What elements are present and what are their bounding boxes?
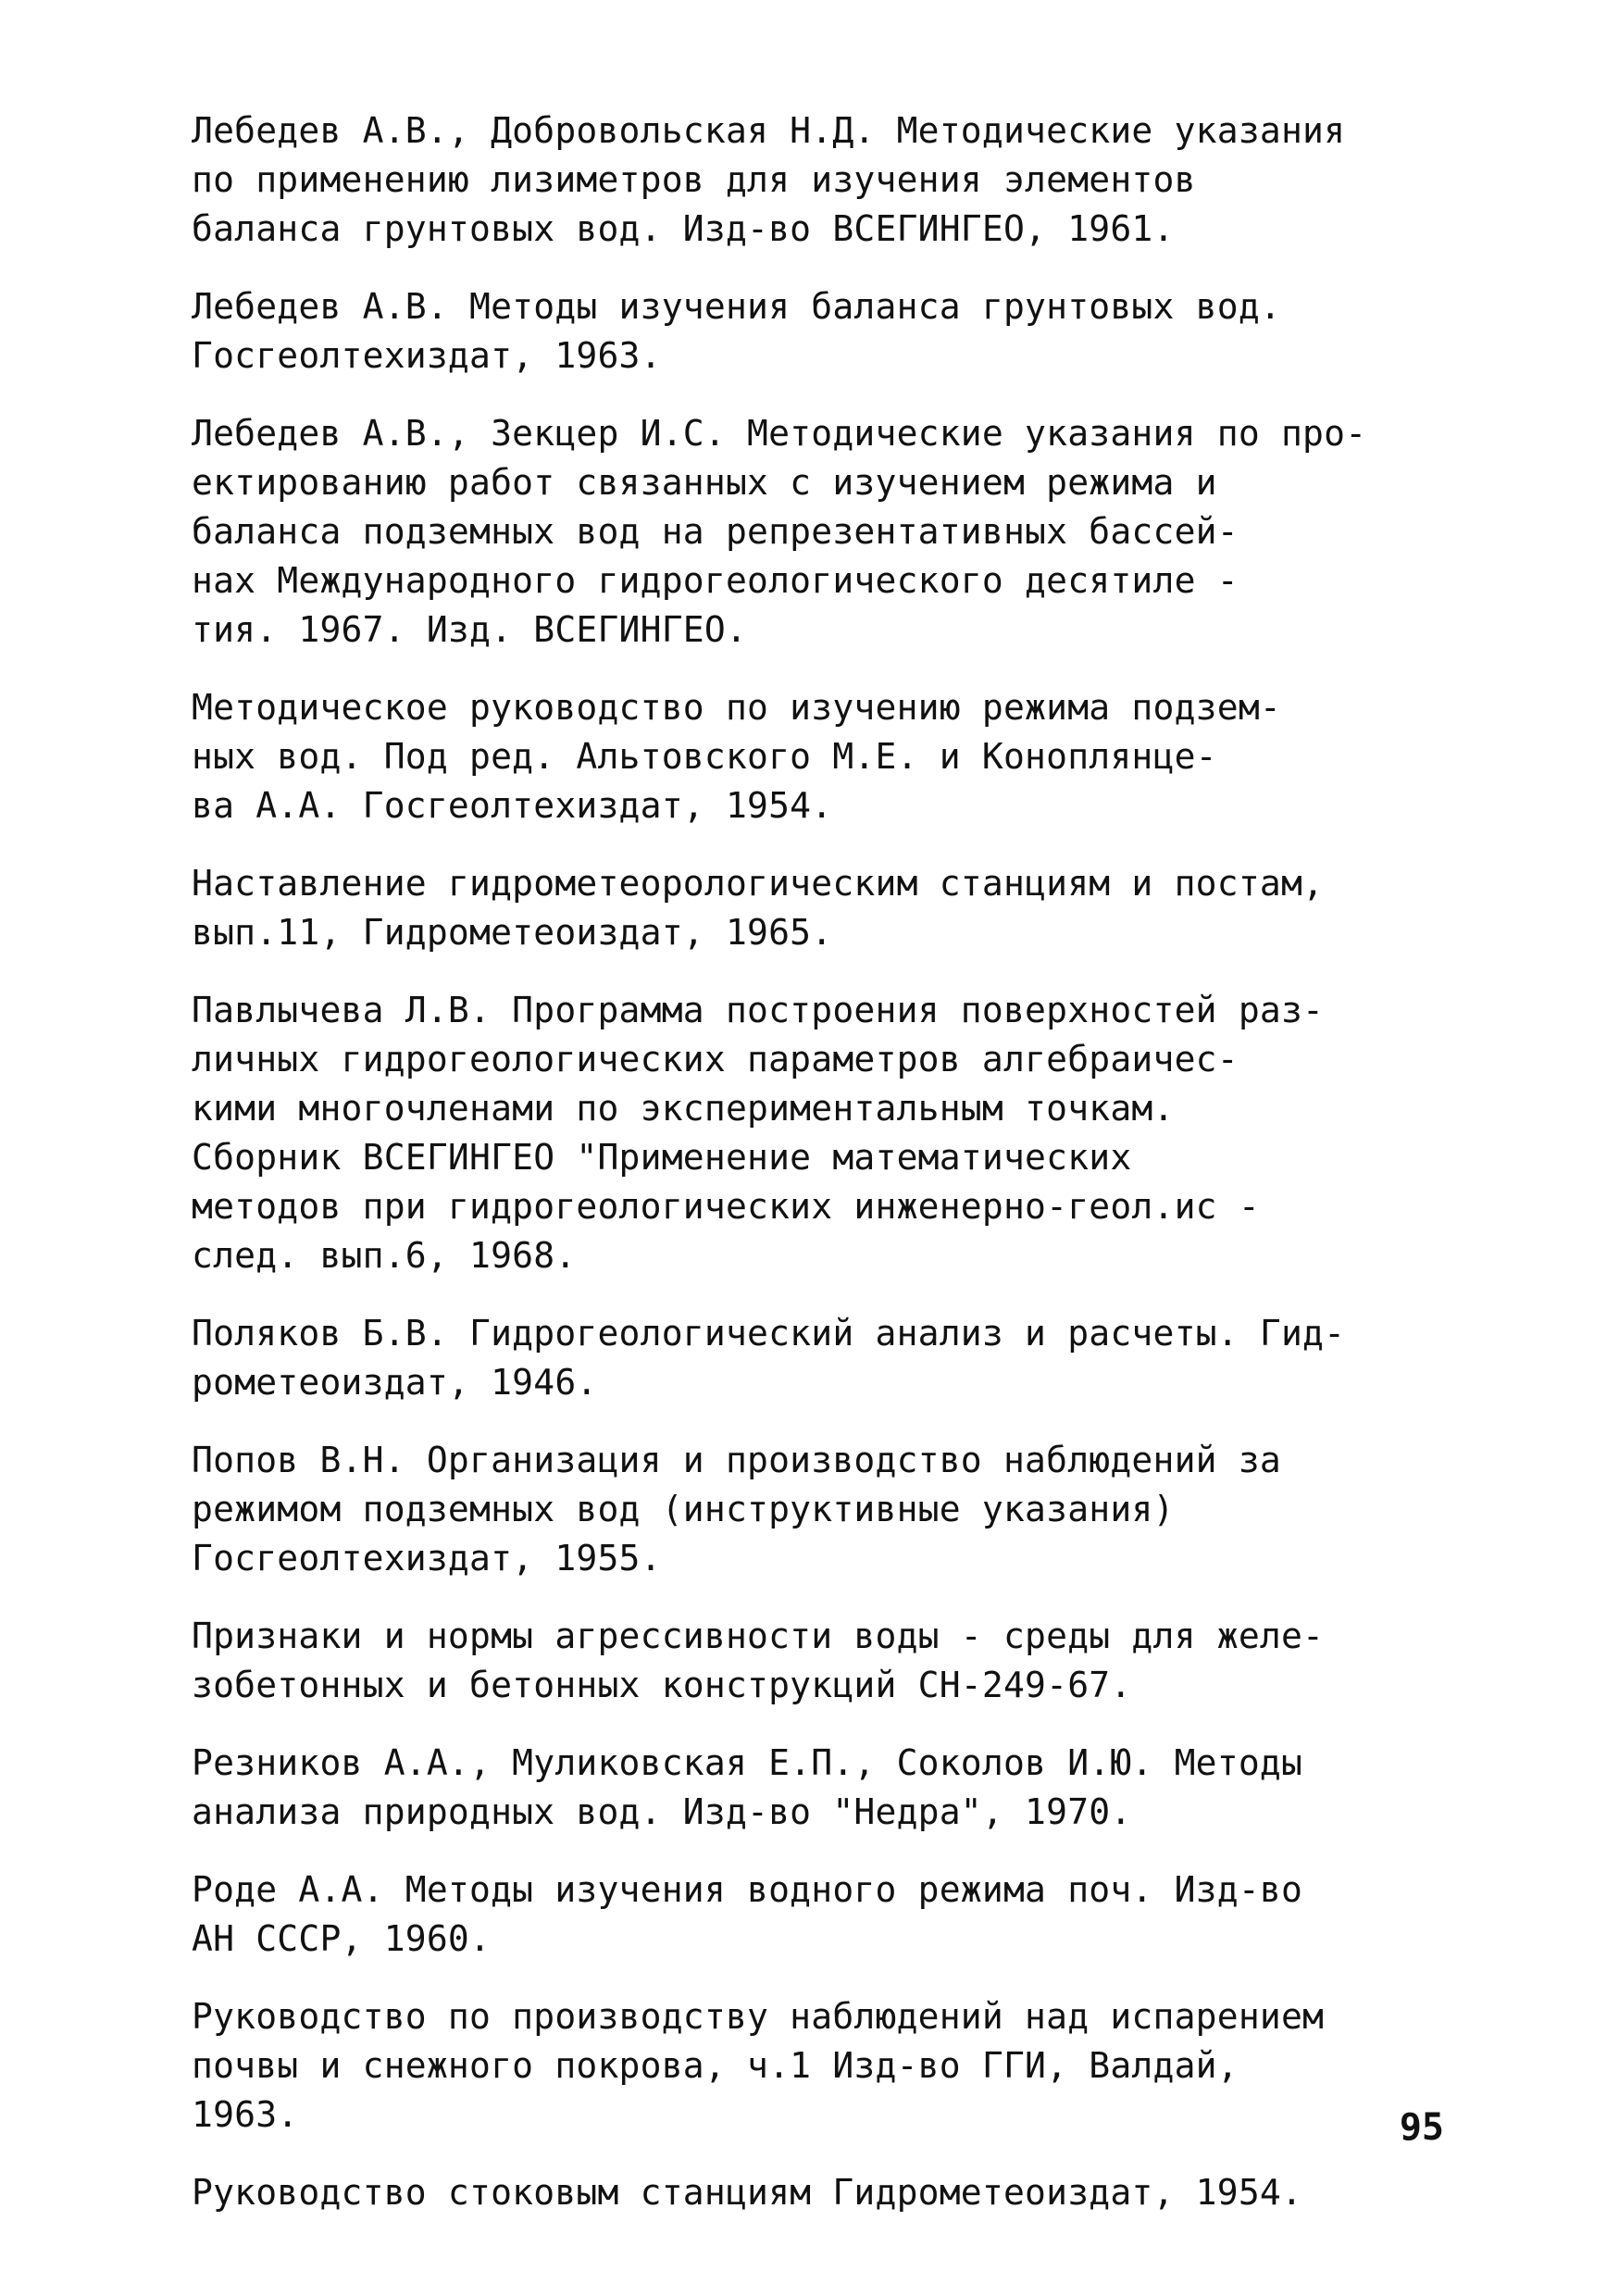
reference-line: баланса грунтовых вод. Изд-во ВСЕГИНГЕО, 1961. [192,208,1175,249]
reference-line: режимом подземных вод (инструктивные указания) [192,1489,1175,1529]
reference-line: Роде А.А. Методы изучения водного режима поч. Изд-во [192,1869,1303,1910]
reference-line: Госгеолтехиздат, 1955. [192,1538,662,1578]
reference-line: след. вып.6, 1968. [192,1235,577,1276]
reference-entry [192,282,1441,381]
reference-line: почвы и снежного покрова, ч.1 Изд-во ГГИ, Валдай, [192,2045,1239,2086]
reference-line: личных гидрогеологических параметров алгебраичес- [192,1039,1239,1079]
reference-line: Павлычева Л.В. Программа построения поверхностей раз- [192,990,1325,1030]
reference-line: Лебедев А.В., Зекцер И.С. Методические указания по про- [192,413,1367,454]
reference-line: Лебедев А.В. Методы изучения баланса грунтовых вод. [192,286,1281,327]
reference-entry [192,1309,1441,1407]
reference-line: 1963. [192,2094,299,2135]
reference-line: Наставление гидрометеорологическим станциям и постам, [192,863,1325,904]
reference-line: Резников А.А., Муликовская Е.П., Соколов И.Ю. Методы [192,1742,1303,1783]
reference-line: Поляков Б.В. Гидрогеологический анализ и расчеты. Гид- [192,1313,1346,1354]
reference-entry [192,859,1441,957]
reference-entry [192,683,1441,830]
page-number: 95 [1399,2106,1444,2149]
reference-line: методов при гидрогеологических инженерно-геол.ис - [192,1186,1260,1227]
reference-line: ва А.А. Госгеолтехиздат, 1954. [192,785,833,826]
reference-line: баланса подземных вод на репрезентативных бассей- [192,511,1239,552]
reference-line: Сборник ВСЕГИНГЕО "Применение математических [192,1137,1132,1178]
reference-line: зобетонных и бетонных конструкций СН-249-67. [192,1665,1132,1705]
reference-line: Госгеолтехиздат, 1963. [192,335,662,376]
reference-entry [192,1739,1441,1837]
reference-entry [192,106,1441,254]
reference-line: Признаки и нормы агрессивности воды - среды для желе- [192,1616,1325,1656]
reference-entry [192,1866,1441,1964]
reference-line: Руководство стоковым станциям Гидрометеоиздат, 1954. [192,2172,1303,2213]
reference-line: кими многочленами по экспериментальным точкам. [192,1088,1175,1129]
reference-line: вып.11, Гидрометеоиздат, 1965. [192,912,833,953]
reference-line: Методическое руководство по изучению режима подзем- [192,687,1281,728]
reference-entry [192,986,1441,1280]
reference-line: Попов В.Н. Организация и производство наблюдений за [192,1440,1281,1480]
reference-line: анализа природных вод. Изд-во "Недра", 1970. [192,1791,1132,1832]
reference-entry [192,1436,1441,1583]
reference-entry [192,2168,1441,2217]
reference-entry [192,1612,1441,1710]
reference-line: Руководство по производству наблюдений над испарением [192,1996,1325,2037]
reference-line: по применению лизиметров для изучения элементов [192,159,1196,200]
bibliography-list [192,106,1441,2246]
reference-line: ных вод. Под ред. Альтовского М.Е. и Коноплянце- [192,736,1217,777]
reference-line: тия. 1967. Изд. ВСЕГИНГЕО. [192,609,748,650]
reference-line: ектированию работ связанных с изучением режима и [192,462,1217,503]
reference-line: рометеоиздат, 1946. [192,1362,598,1403]
reference-entry [192,1992,1441,2140]
reference-line: нах Международного гидрогеологического десятиле - [192,560,1239,601]
reference-line: Лебедев А.В., Добровольская Н.Д. Методические указания [192,110,1346,151]
reference-entry [192,409,1441,655]
reference-line: АН СССР, 1960. [192,1918,492,1959]
